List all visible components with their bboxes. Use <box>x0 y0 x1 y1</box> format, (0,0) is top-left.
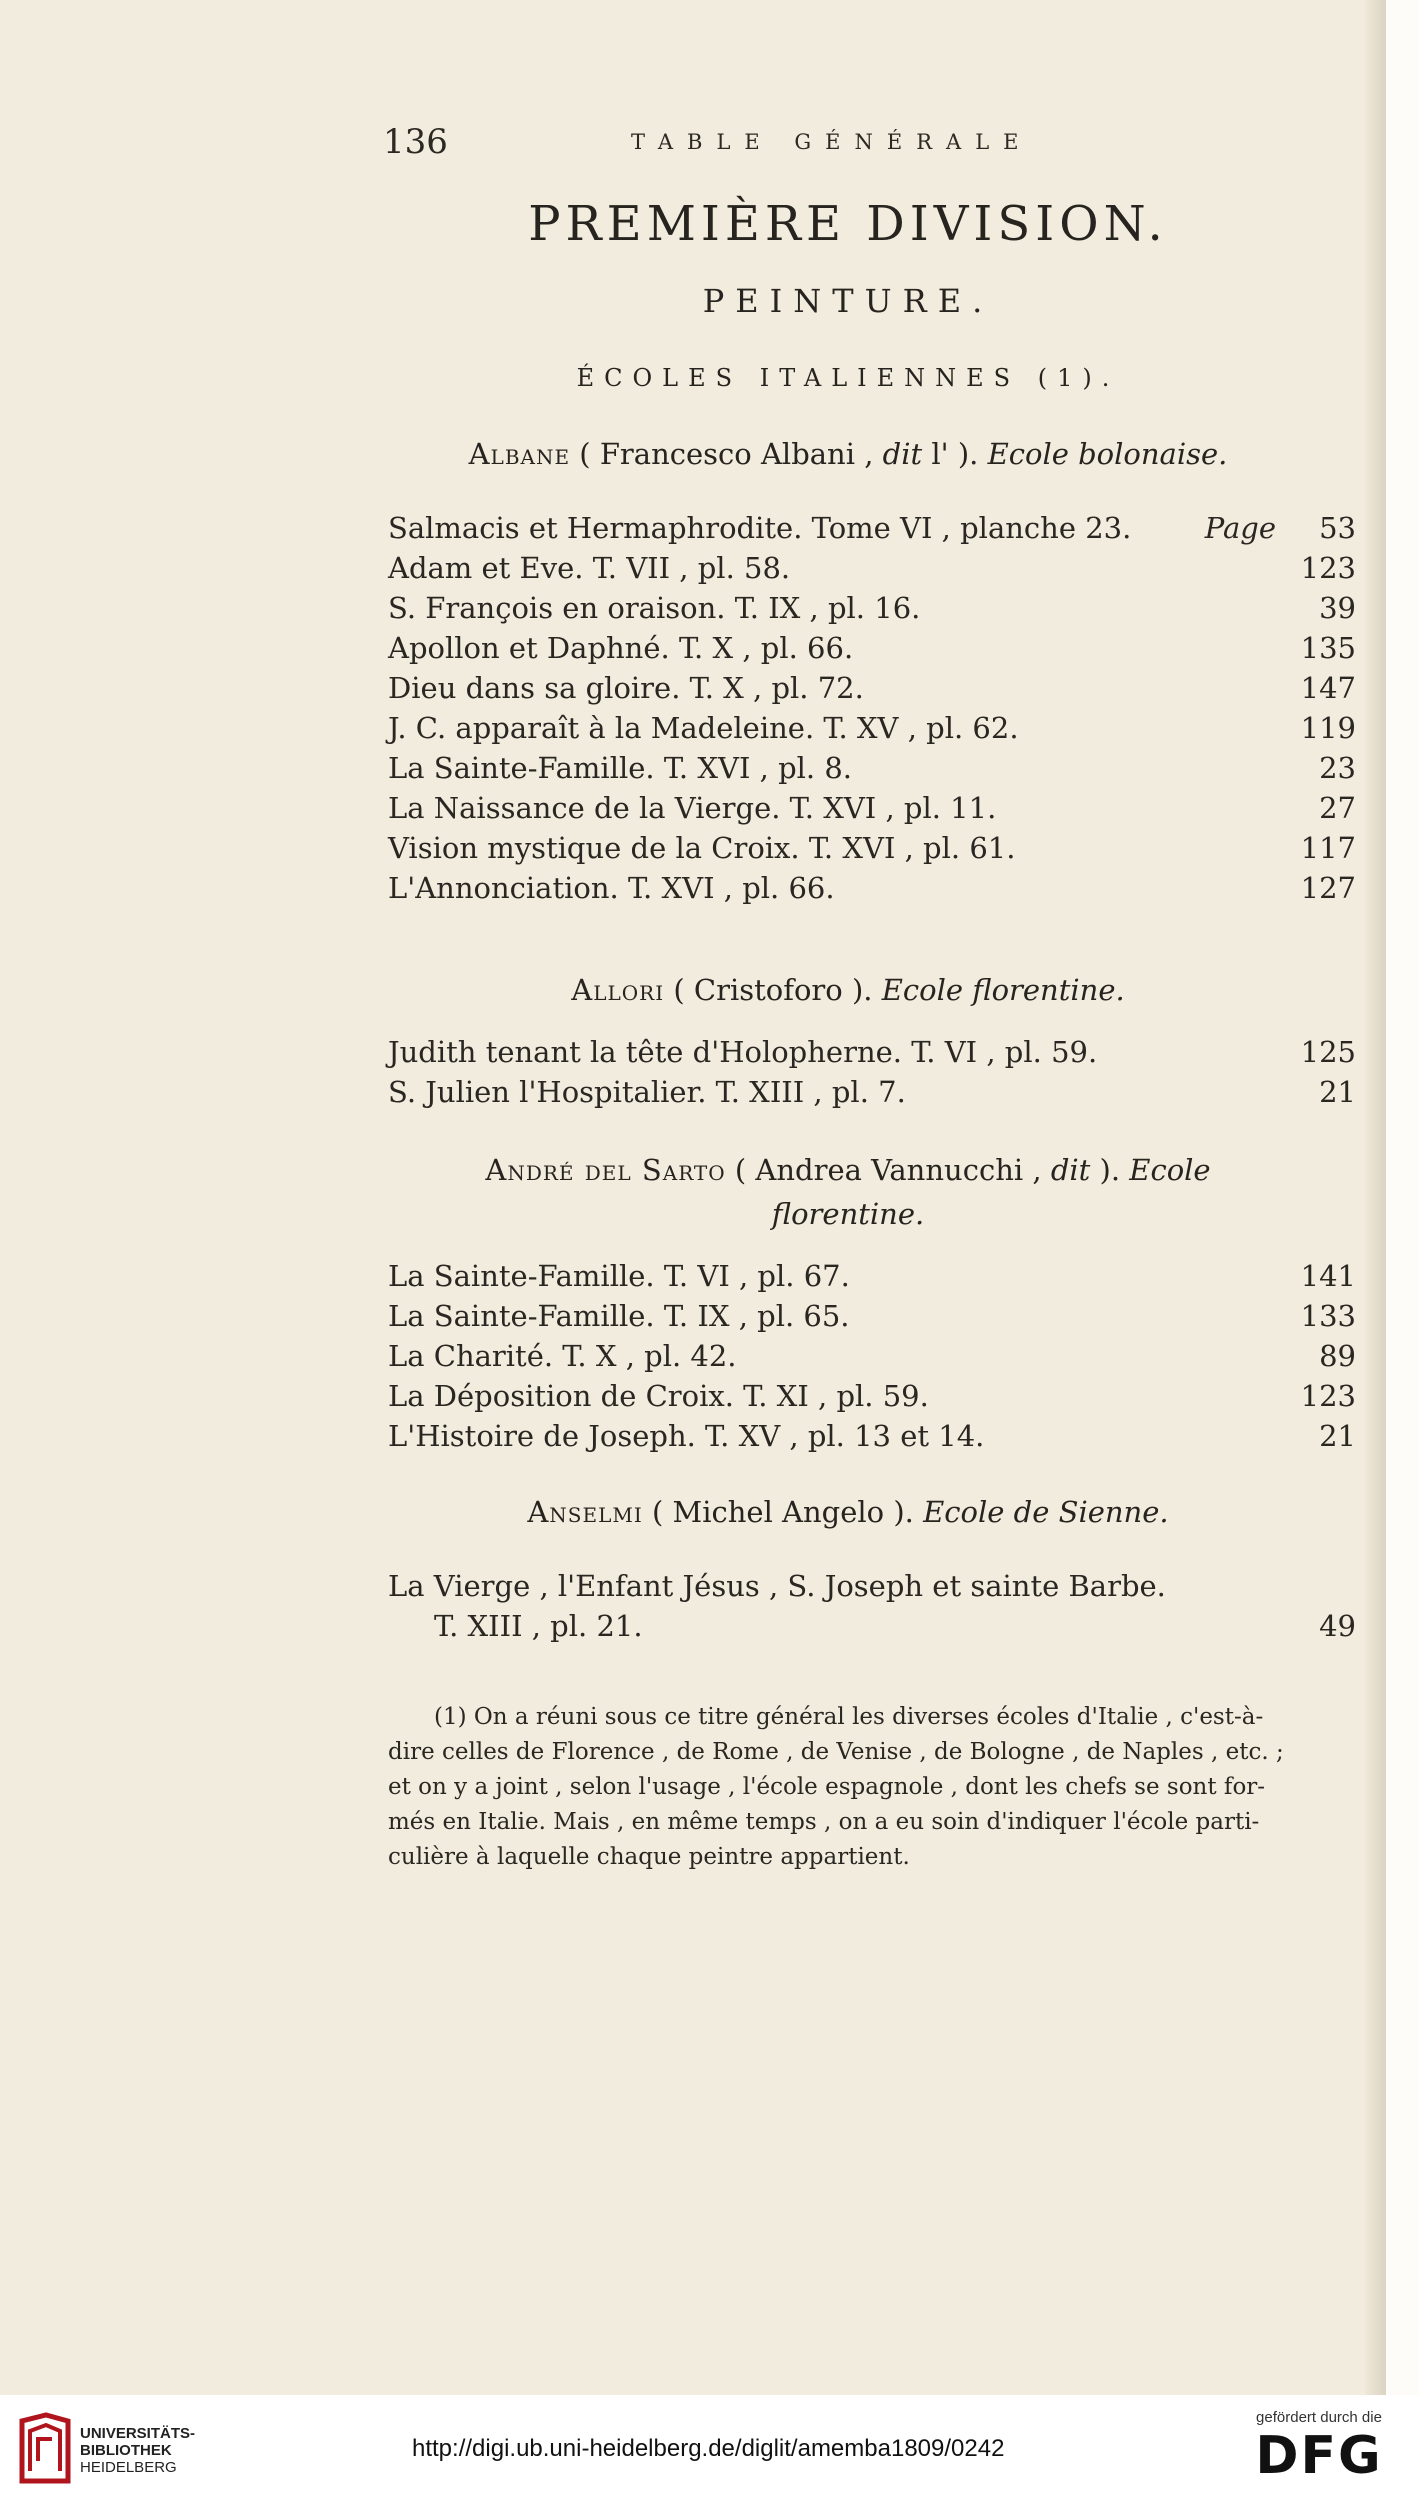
section-heading: PEINTURE. <box>702 282 994 320</box>
artist-detail: ( Michel Angelo ). <box>642 1495 924 1529</box>
list-item <box>388 708 1356 748</box>
library-seal-icon <box>16 2411 74 2487</box>
artist-school-continued: florentine. <box>771 1197 925 1231</box>
list-item <box>388 588 1356 628</box>
artist-heading-allori <box>383 968 1313 1012</box>
library-name-line: UNIVERSITÄTS- <box>80 2425 196 2442</box>
page-edge-shadow <box>1365 0 1386 2395</box>
list-item <box>388 828 1356 868</box>
entry-page: 125 <box>1300 1035 1356 1069</box>
artist-dit: dit <box>882 437 923 471</box>
footnote-line: més en Italie. Mais , en même temps , on a eu soin d'indiquer l'école parti- <box>388 1809 1260 1835</box>
artist-heading-albane <box>383 432 1313 476</box>
entry-page: 133 <box>1300 1299 1356 1333</box>
list-item <box>388 788 1356 828</box>
entry-page: 119 <box>1300 711 1356 745</box>
artist-school: Ecole de Sienne. <box>923 1495 1169 1529</box>
division-heading: PREMIÈRE DIVISION. <box>528 196 1168 252</box>
artist-heading-anselmi <box>383 1490 1313 1534</box>
footnote-line: et on y a joint , selon l'usage , l'école espagnole , dont les chefs se sont for- <box>388 1774 1266 1800</box>
artist-detail: ( Francesco Albani , <box>570 437 883 471</box>
artist-heading-andre-del-sarto <box>383 1148 1313 1236</box>
page-number: 136 <box>383 122 448 162</box>
list-item <box>388 1566 1356 1606</box>
artist-detail: ( Cristoforo ). <box>664 973 882 1007</box>
entry-title: La Sainte-Famille. T. IX , pl. 65. <box>388 1299 850 1333</box>
entry-page: 135 <box>1300 631 1356 665</box>
running-head-title: TABLE GÉNÉRALE <box>631 130 1033 154</box>
entry-list-allori <box>388 1032 1356 1112</box>
funder-block <box>1229 2409 1409 2486</box>
list-item <box>388 548 1356 588</box>
running-head <box>383 122 1103 166</box>
footnote-line: culière à laquelle chaque peintre appartient. <box>388 1844 910 1870</box>
entry-title: La Sainte-Famille. T. XVI , pl. 8. <box>388 751 853 785</box>
entry-title: La Charité. T. X , pl. 42. <box>388 1339 737 1373</box>
artist-school: Ecole bolonaise. <box>987 437 1228 471</box>
footnote <box>388 1700 1356 1875</box>
artist-dit: dit <box>1050 1153 1091 1187</box>
footnote-line: (1) On a réuni sous ce titre général les diverses écoles d'Italie , c'est-à- <box>434 1704 1264 1730</box>
artist-heading-line-1 <box>383 1148 1313 1192</box>
artist-name: Allori <box>571 973 665 1007</box>
entry-title: L'Histoire de Joseph. T. XV , pl. 13 et 14. <box>388 1419 985 1453</box>
entry-page: 39 <box>1319 591 1356 625</box>
list-item <box>388 748 1356 788</box>
list-item <box>388 1256 1356 1296</box>
entry-page: 117 <box>1300 831 1356 865</box>
entry-title: J. C. apparaît à la Madeleine. T. XV , pl. 62. <box>388 711 1019 745</box>
list-item <box>388 1376 1356 1416</box>
entry-title: La Vierge , l'Enfant Jésus , S. Joseph et sainte Barbe. <box>388 1569 1166 1603</box>
schools-heading: ÉCOLES ITALIENNES (1). <box>576 364 1120 392</box>
entry-page: 27 <box>1319 791 1356 825</box>
permalink-url[interactable]: http://digi.ub.uni-heidelberg.de/diglit/amemba1809/0242 <box>412 2435 1005 2462</box>
artist-school: Ecole florentine. <box>881 973 1125 1007</box>
entry-list-andre-del-sarto <box>388 1256 1356 1456</box>
list-item <box>388 868 1356 908</box>
entry-page: 23 <box>1319 751 1356 785</box>
entry-title: La Sainte-Famille. T. VI , pl. 67. <box>388 1259 850 1293</box>
entry-list-anselmi <box>388 1566 1356 1646</box>
library-name <box>80 2425 195 2476</box>
list-item <box>388 1072 1356 1112</box>
entry-title: Salmacis et Hermaphrodite. Tome VI , planche 23. <box>388 511 1132 545</box>
list-item <box>388 1296 1356 1336</box>
list-item-continued <box>388 1606 1356 1646</box>
funding-caption: gefördert durch die <box>1256 2409 1382 2426</box>
artist-name: Anselmi <box>527 1495 643 1529</box>
page-label: Page <box>1204 511 1276 545</box>
entry-page: 147 <box>1300 671 1356 705</box>
entry-page: 127 <box>1300 871 1356 905</box>
entry-title: Adam et Eve. T. VII , pl. 58. <box>388 551 791 585</box>
library-name-line: BIBLIOTHEK <box>80 2442 172 2459</box>
entry-page: 123 <box>1300 551 1356 585</box>
digitization-banner <box>0 2395 1419 2503</box>
list-item <box>388 1336 1356 1376</box>
entry-title: La Naissance de la Vierge. T. XVI , pl. 11. <box>388 791 997 825</box>
entry-list-albane <box>388 508 1356 908</box>
entry-title: Apollon et Daphné. T. X , pl. 66. <box>388 631 854 665</box>
list-item <box>388 508 1356 548</box>
artist-name: André del Sarto <box>485 1153 726 1187</box>
entry-title: S. François en oraison. T. IX , pl. 16. <box>388 591 921 625</box>
list-item <box>388 628 1356 668</box>
entry-title-continued: T. XIII , pl. 21. <box>434 1609 643 1643</box>
entry-page: 53 <box>1319 511 1356 545</box>
artist-school: Ecole <box>1129 1153 1211 1187</box>
university-library-logo <box>16 2411 74 2487</box>
artist-heading-line-2 <box>383 1192 1313 1236</box>
entry-page: 49 <box>1319 1609 1356 1643</box>
dfg-logo: DFG <box>1255 2426 1383 2486</box>
entry-title: Vision mystique de la Croix. T. XVI , pl. 61. <box>388 831 1016 865</box>
list-item <box>388 1032 1356 1072</box>
entry-title: Dieu dans sa gloire. T. X , pl. 72. <box>388 671 864 705</box>
entry-page: 21 <box>1319 1419 1356 1453</box>
artist-detail-close: l' ). <box>922 437 988 471</box>
footnote-line: dire celles de Florence , de Rome , de Venise , de Bologne , de Naples , etc. ; <box>388 1739 1284 1765</box>
list-item <box>388 668 1356 708</box>
entry-page: 123 <box>1300 1379 1356 1413</box>
entry-page: 21 <box>1319 1075 1356 1109</box>
artist-detail-close: ). <box>1090 1153 1130 1187</box>
entry-title: L'Annonciation. T. XVI , pl. 66. <box>388 871 835 905</box>
entry-page: 89 <box>1319 1339 1356 1373</box>
entry-title: Judith tenant la tête d'Holopherne. T. VI , pl. 59. <box>388 1035 1098 1069</box>
artist-name: Albane <box>468 437 571 471</box>
list-item <box>388 1416 1356 1456</box>
artist-detail: ( Andrea Vannucchi , <box>725 1153 1051 1187</box>
entry-title: La Déposition de Croix. T. XI , pl. 59. <box>388 1379 929 1413</box>
entry-title: S. Julien l'Hospitalier. T. XIII , pl. 7. <box>388 1075 906 1109</box>
entry-page: 141 <box>1300 1259 1356 1293</box>
library-name-line: HEIDELBERG <box>80 2459 177 2476</box>
